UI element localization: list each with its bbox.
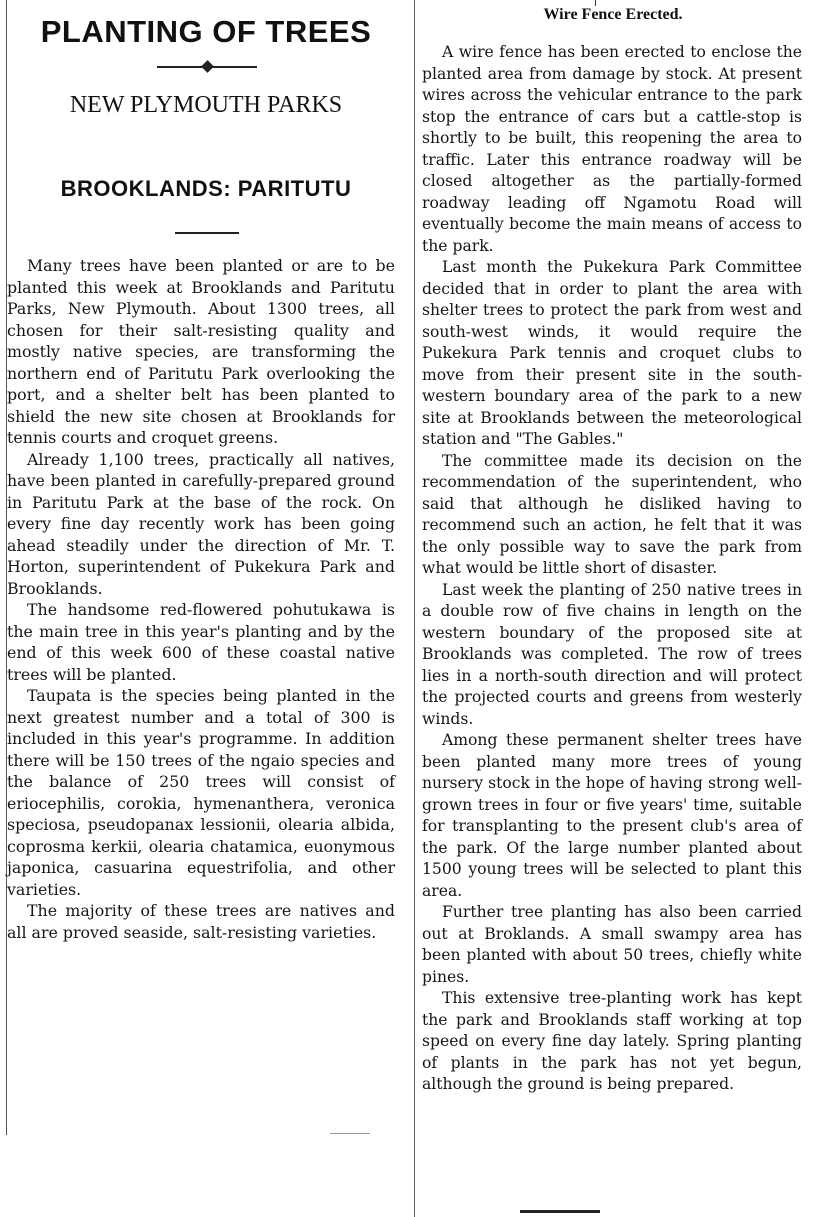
column-divider	[414, 0, 415, 1217]
paragraph: Many trees have been planted or are to be planted this week at Brooklands and Paritutu Parks, New Plymouth. About 1300 trees, all chosen for their salt-resisting quality and mostly native species, are transforming the northern end of Paritutu Park overlooking the port, and a shelter belt has been planted to shield the new site chosen at Brooklands for tennis courts and croquet greens.	[7, 256, 395, 447]
paragraph: Among these permanent shelter trees have been planted many more trees of young nursery stock in the hope of having strong well-grown trees in four or five years' time, suitable for transplanting to the present club's area of the park. Of the large number planted about 1500 young trees will be selected to plant this area.	[422, 731, 802, 900]
paragraph: This extensive tree-planting work has kept the park and Brooklands staff working at top speed on every fine day lately. Spring planting of plants in the park has not yet begun, although the ground is being prepared.	[422, 989, 802, 1093]
left-column	[6, 0, 405, 1135]
paragraph: A wire fence has been erected to enclose the planted area from damage by stock. At present wires across the vehicular entrance to the park stop the entrance of cars but a cattle-stop is shortly to be built, this reopening the area to traffic. Later this entrance roadway will be closed altogether as the partially-formed roadway leading off Ngamotu Road will eventually become the main means of access to the park.	[422, 43, 802, 255]
paragraph: Taupata is the species being planted in the next greatest number and a total of 300 is included in this year's programme. In addition there will be 150 trees of the ngaio species and the balance of 250 trees will consist of eriocephilis, corokia, hymenanthera, veronica speciosa, pseudopanax lessionii, olearia albida, coprosma kerkii, olearia chatamica, euonymous japonica, casuarina equestrifolia, and other varieties.	[7, 686, 395, 899]
subheadline-2: BROOKLANDS: PARITUTU	[60, 176, 352, 201]
right-column	[420, 0, 806, 1217]
divider-rule	[175, 232, 239, 234]
paragraph: Last week the planting of 250 native trees in a double row of five chains in length on the western boundary of the proposed site at Brooklands was completed. The row of trees lies in a north-south direction and will protect the projected courts and greens from westerly winds.	[422, 580, 802, 728]
paragraph: Further tree planting has also been carried out at Broklands. A small swampy area has been planted with about 50 trees, chiefly white pines.	[422, 903, 802, 986]
article-end-rule	[520, 1210, 600, 1213]
headline: PLANTING OF TREES	[40, 14, 372, 49]
subheadline: NEW PLYMOUTH PARKS	[69, 92, 343, 118]
column-end-mark	[330, 1133, 370, 1134]
paragraph: Last month the Pukekura Park Committee decided that in order to plant the area with shelter trees to protect the park from west and south-west winds, it would require the Pukekura Park tennis and croquet clubs to move from their present site in the south-western boundary area of the park to a new site at Brooklands between the meteorological station and "The Gables."	[422, 258, 802, 448]
diamond-ornament-icon	[201, 60, 214, 73]
right-article-body	[422, 42, 802, 1096]
paragraph: Already 1,100 trees, practically all natives, have been planted in carefully-prepared ground in Paritutu Park at the base of the rock. On every fine day recently work has been going ahead steadily under the direction of Mr. T. Horton, superintendent of Pukekura Park and Brooklands.	[7, 449, 395, 598]
paragraph: The handsome red-flowered pohutukawa is the main tree in this year's planting and by the end of this week 600 of these coastal native trees will be planted.	[7, 600, 395, 684]
section-heading: Wire Fence Erected.	[543, 6, 683, 23]
paragraph: The committee made its decision on the recommendation of the superintendent, who said that although he disliked having to recommend such an action, he felt that it was the only possible way to save the park from what would be little short of disaster.	[422, 451, 802, 577]
paragraph: The majority of these trees are natives and all are proved seaside, salt-resisting varieties.	[7, 901, 395, 942]
left-article-body	[7, 255, 395, 943]
